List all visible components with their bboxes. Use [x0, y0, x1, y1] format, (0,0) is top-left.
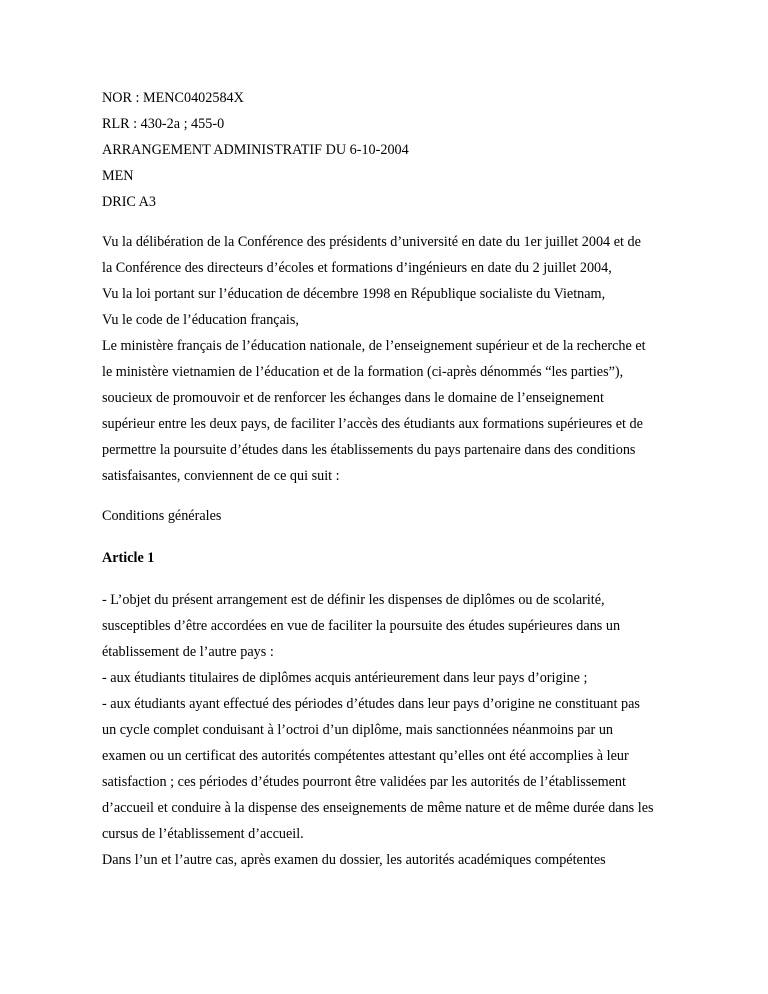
preamble-line: supérieur entre les deux pays, de faciliter l’accès des étudiants aux formations supérieures et de: [102, 416, 643, 432]
department-code: DRIC A3: [102, 194, 156, 210]
preamble-line: Vu la délibération de la Conférence des présidents d’université en date du 1er juillet 2004 et de: [102, 234, 641, 250]
preamble-line: soucieux de promouvoir et de renforcer les échanges dans le domaine de l’enseignement: [102, 390, 604, 406]
article-line: un cycle complet conduisant à l’octroi d’un diplôme, mais sanctionnées néanmoins par un: [102, 722, 614, 738]
spacer: [102, 489, 702, 503]
section-title: Conditions générales: [102, 508, 222, 524]
spacer: [102, 571, 702, 587]
preamble-line: Vu la loi portant sur l’éducation de décembre 1998 en République socialiste du Vietnam,: [102, 286, 606, 302]
article-line: - L’objet du présent arrangement est de définir les dispenses de diplômes ou de scolarité,: [102, 592, 605, 608]
article-line: cursus de l’établissement d’accueil.: [102, 826, 304, 842]
article-line: établissement de l’autre pays :: [102, 644, 274, 660]
article-line: satisfaction ; ces périodes d’études pourront être validées par les autorités de l’établissement: [102, 774, 626, 790]
article-line: - aux étudiants titulaires de diplômes acquis antérieurement dans leur pays d’origine ;: [102, 670, 588, 686]
article-1-body: [102, 587, 702, 873]
article-line: d’accueil et conduire à la dispense des enseignements de même nature et de même durée dans les: [102, 800, 654, 816]
preamble-line: satisfaisantes, conviennent de ce qui suit :: [102, 468, 340, 484]
nor-reference: NOR : MENC0402584X: [102, 90, 244, 106]
preamble-line: la Conférence des directeurs d’écoles et formations d’ingénieurs en date du 2 juillet 2004,: [102, 260, 612, 276]
ministry-code: MEN: [102, 168, 134, 184]
article-line: - aux étudiants ayant effectué des périodes d’études dans leur pays d’origine ne constituant pas: [102, 696, 640, 712]
document-header: [102, 85, 702, 215]
article-1-title: Article 1: [102, 550, 155, 566]
preamble: [102, 229, 702, 489]
article-line: susceptibles d’être accordées en vue de faciliter la poursuite des études supérieures dans un: [102, 618, 621, 634]
preamble-line: permettre la poursuite d’études dans les établissements du pays partenaire dans des conditions: [102, 442, 636, 458]
document-page: [102, 85, 702, 873]
spacer: [102, 215, 702, 229]
rlr-reference: RLR : 430-2a ; 455-0: [102, 116, 225, 132]
preamble-line: Le ministère français de l’éducation nationale, de l’enseignement supérieur et de la recherche et: [102, 338, 646, 354]
document-type-date: ARRANGEMENT ADMINISTRATIF DU 6-10-2004: [102, 142, 409, 158]
article-line: Dans l’un et l’autre cas, après examen du dossier, les autorités académiques compétentes: [102, 852, 606, 868]
preamble-line: le ministère vietnamien de l’éducation et de la formation (ci-après dénommés “les parties”),: [102, 364, 624, 380]
spacer: [102, 529, 702, 545]
article-line: examen ou un certificat des autorités compétentes attestant qu’elles ont été accomplies à leur: [102, 748, 629, 764]
preamble-line: Vu le code de l’éducation français,: [102, 312, 299, 328]
